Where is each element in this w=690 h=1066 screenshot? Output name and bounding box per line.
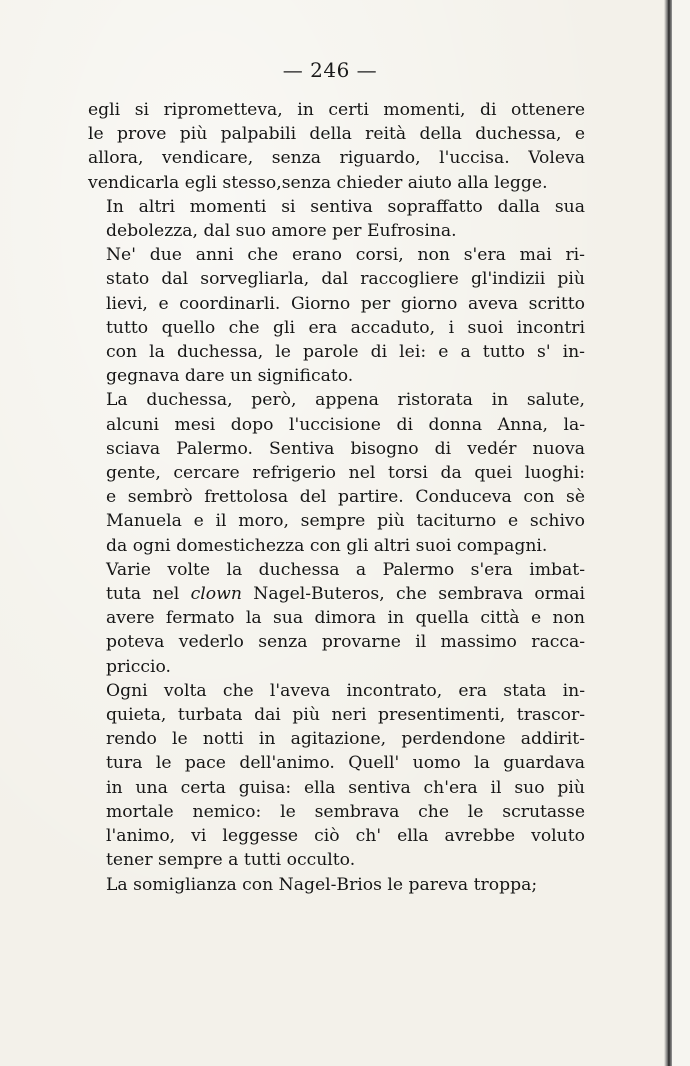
- text-line: priccio.: [106, 656, 171, 677]
- text-line: e sembrò frettolosa del partire. Conduceva con sè: [106, 487, 585, 508]
- text-line: gegnava dare un significato.: [106, 366, 354, 387]
- italic-word: clown: [190, 584, 242, 605]
- text-line: allora, vendicare, senza riguardo, l'uccisa. Voleva: [88, 148, 585, 169]
- paragraph: [88, 679, 585, 873]
- paragraph: [88, 98, 585, 195]
- text-line: avere fermato la sua dimora in quella città e non: [106, 608, 585, 629]
- text-line: con la duchessa, le parole di lei: e a tutto s' in-: [106, 342, 585, 363]
- text-line: Varie volte la duchessa a Palermo s'era imbat-: [106, 559, 585, 580]
- text-line: stato dal sorvegliarla, dal raccogliere gl'indizii più: [106, 269, 585, 290]
- text-line: sciava Palermo. Sentiva bisogno di vedér nuova: [106, 438, 585, 459]
- paragraph: [88, 558, 585, 679]
- text-line: Ogni volta che l'aveva incontrato, era stata in-: [106, 680, 585, 701]
- paragraph: [88, 195, 585, 243]
- text-line: Ne' due anni che erano corsi, non s'era mai ri-: [106, 245, 585, 266]
- text-line: da ogni domestichezza con gli altri suoi compagni.: [106, 535, 548, 556]
- text-line: gente, cercare refrigerio nel torsi da quei luoghi:: [106, 463, 585, 484]
- text-line: l'animo, vi leggesse ciò ch' ella avrebbe voluto: [106, 826, 585, 847]
- text-line: debolezza, dal suo amore per Eufrosina.: [106, 221, 457, 242]
- paragraph: [88, 243, 585, 388]
- text-line: tuta nel clown Nagel-Buteros, che sembrava ormai: [106, 584, 586, 605]
- paragraph: [88, 388, 585, 557]
- text-line: La somiglianza con Nagel-Brios le pareva troppa;: [106, 874, 538, 895]
- text-line: In altri momenti si sentiva sopraffatto dalla sua: [106, 196, 585, 217]
- paragraph: [88, 873, 585, 897]
- page-edge-shadow: [664, 0, 672, 1066]
- text-line: La duchessa, però, appena ristorata in salute,: [106, 390, 585, 411]
- text-line: tutto quello che gli era accaduto, i suoi incontri: [106, 317, 585, 338]
- page-number: — 246 —: [282, 58, 378, 82]
- text-line: tener sempre a tutti occulto.: [106, 850, 356, 871]
- text-line: lievi, e coordinarli. Giorno per giorno aveva scritto: [106, 293, 585, 314]
- text-line: egli si riprometteva, in certi momenti, di ottenere: [88, 100, 585, 120]
- text-line: poteva vederlo senza provarne il massimo racca-: [106, 632, 585, 653]
- text-line: tura le pace dell'animo. Quell' uomo la guardava: [106, 753, 585, 774]
- text-line: vendicarla egli stesso,senza chieder aiuto alla legge.: [88, 172, 548, 193]
- body-text: [88, 98, 585, 897]
- text-line: rendo le notti in agitazione, perdendone addirit-: [106, 729, 585, 750]
- text-line: le prove più palpabili della reità della duchessa, e: [88, 124, 585, 145]
- text-line: quieta, turbata dai più neri presentimenti, trascor-: [106, 705, 585, 726]
- text-line: alcuni mesi dopo l'uccisione di donna Anna, la-: [106, 414, 585, 435]
- text-line: Manuela e il moro, sempre più taciturno e schivo: [106, 511, 585, 532]
- page-edge-margin: [672, 0, 690, 1066]
- text-line: in una certa guisa: ella sentiva ch'era il suo più: [106, 777, 585, 798]
- text-line: mortale nemico: le sembrava che le scrutasse: [106, 801, 585, 822]
